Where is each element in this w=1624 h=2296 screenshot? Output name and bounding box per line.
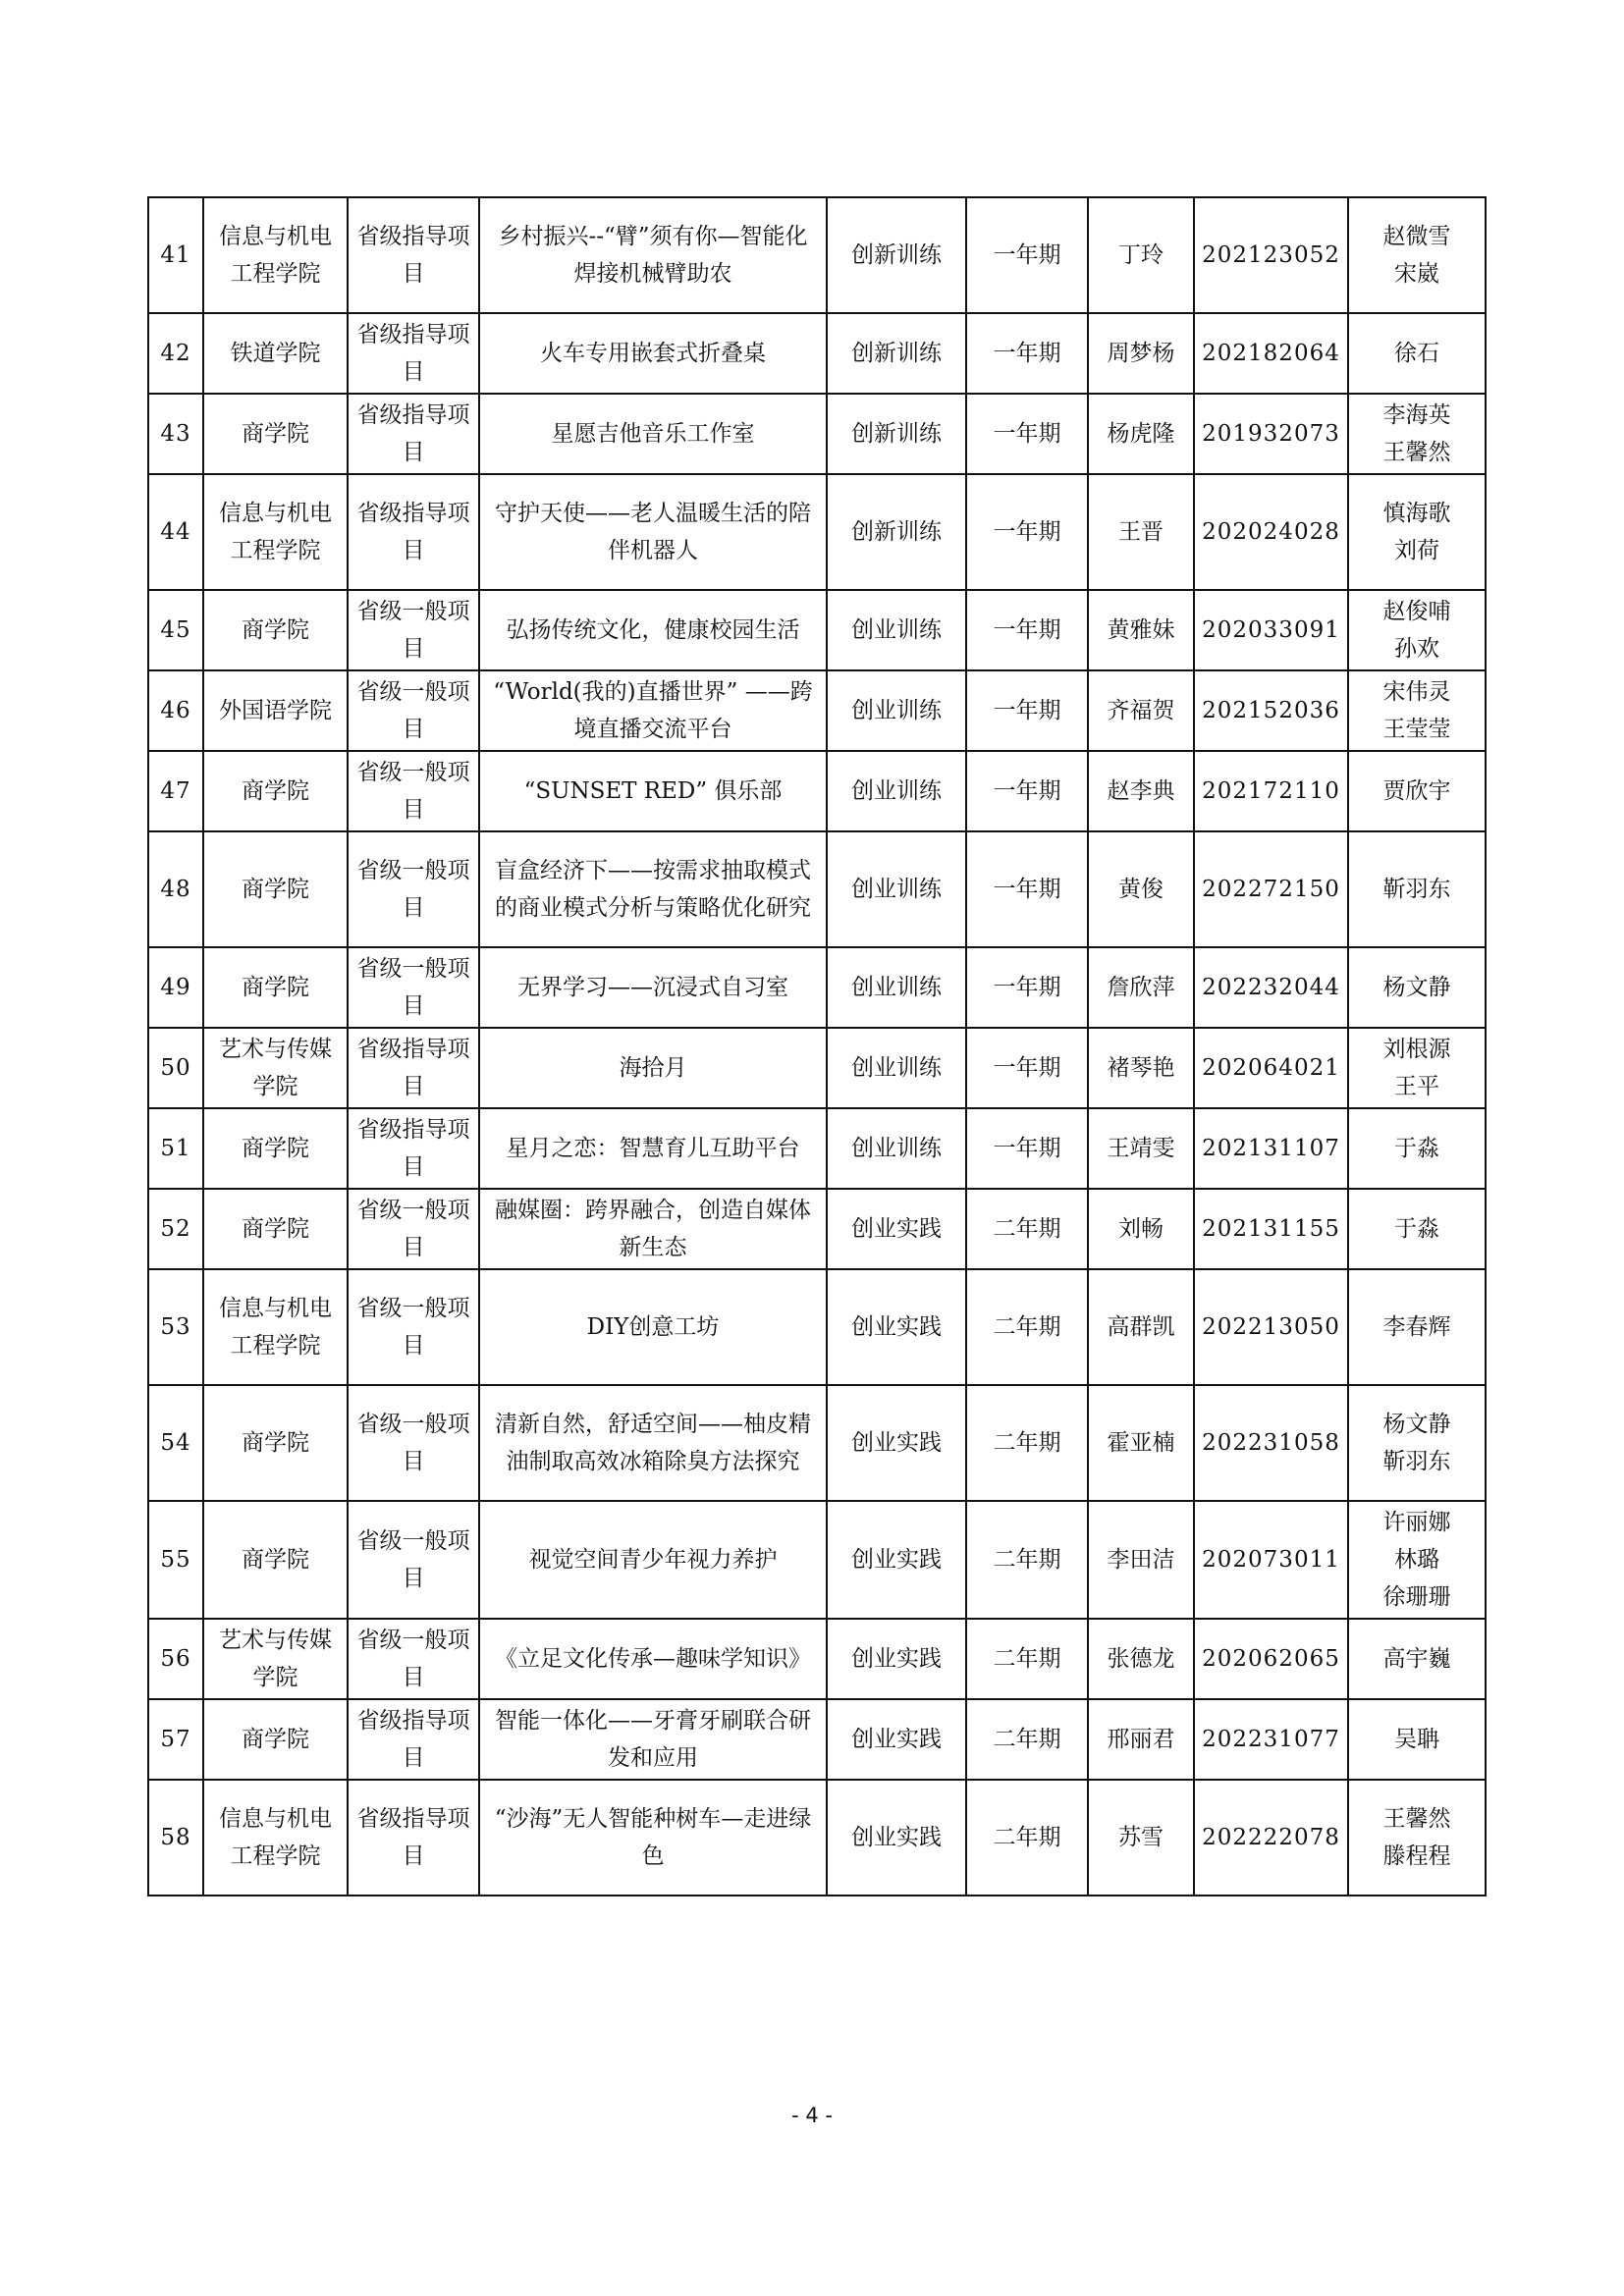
advisor-name: 靳羽东: [1382, 877, 1451, 902]
seq-cell: 57: [148, 1699, 203, 1780]
period-cell: 一年期: [966, 751, 1088, 831]
advisor-name: 宋伟灵: [1382, 679, 1451, 705]
project-type-cell: 创业实践: [827, 1619, 966, 1699]
table-row: [148, 1385, 1486, 1501]
advisor-name: 李海英: [1382, 402, 1451, 428]
leader-cell: 王晋: [1088, 474, 1194, 590]
level-cell: 省级指导项目: [348, 1028, 479, 1108]
advisor-name: 许丽娜: [1382, 1510, 1451, 1535]
table-row: [148, 947, 1486, 1028]
advisor-name: 赵俊哺: [1382, 599, 1451, 624]
advisor-name: 宋崴: [1394, 261, 1439, 287]
college-cell: 信息与机电工程学院: [203, 1780, 348, 1896]
student-id-cell: 202073011: [1194, 1501, 1348, 1619]
project-type-cell: 创业实践: [827, 1189, 966, 1269]
project-type-cell: 创业训练: [827, 751, 966, 831]
advisors-cell: [1348, 670, 1486, 751]
seq-cell: 42: [148, 313, 203, 394]
advisor-name: 林璐: [1394, 1547, 1439, 1573]
leader-cell: 霍亚楠: [1088, 1385, 1194, 1501]
table-row: [148, 590, 1486, 670]
advisors-cell: [1348, 947, 1486, 1028]
table-row: [148, 313, 1486, 394]
advisor-name: 于淼: [1394, 1216, 1439, 1242]
level-cell: 省级指导项目: [348, 1699, 479, 1780]
project-title-cell: 海拾月: [479, 1028, 827, 1108]
student-id-cell: 202131155: [1194, 1189, 1348, 1269]
level-cell: 省级指导项目: [348, 474, 479, 590]
advisor-name: 滕程程: [1382, 1843, 1451, 1869]
project-title-cell: 星愿吉他音乐工作室: [479, 394, 827, 474]
project-type-cell: 创新训练: [827, 197, 966, 313]
leader-cell: 黄雅妹: [1088, 590, 1194, 670]
advisors-cell: [1348, 1780, 1486, 1896]
advisor-name: 刘荷: [1394, 538, 1439, 563]
college-cell: 外国语学院: [203, 670, 348, 751]
advisors-cell: [1348, 1385, 1486, 1501]
college-cell: 商学院: [203, 394, 348, 474]
college-cell: 铁道学院: [203, 313, 348, 394]
period-cell: 二年期: [966, 1619, 1088, 1699]
student-id-cell: 202033091: [1194, 590, 1348, 670]
advisors-cell: [1348, 831, 1486, 947]
college-cell: 信息与机电工程学院: [203, 197, 348, 313]
table-row: [148, 1108, 1486, 1189]
table-row: [148, 831, 1486, 947]
period-cell: 二年期: [966, 1385, 1088, 1501]
project-type-cell: 创业训练: [827, 590, 966, 670]
table-row: [148, 1028, 1486, 1108]
level-cell: 省级一般项目: [348, 831, 479, 947]
advisor-name: 徐石: [1394, 341, 1439, 366]
period-cell: 一年期: [966, 1028, 1088, 1108]
period-cell: 一年期: [966, 394, 1088, 474]
seq-cell: 44: [148, 474, 203, 590]
project-type-cell: 创业训练: [827, 1028, 966, 1108]
student-id-cell: 202131107: [1194, 1108, 1348, 1189]
level-cell: 省级一般项目: [348, 1269, 479, 1385]
college-cell: 商学院: [203, 751, 348, 831]
college-cell: 商学院: [203, 1501, 348, 1619]
seq-cell: 47: [148, 751, 203, 831]
period-cell: 二年期: [966, 1269, 1088, 1385]
leader-cell: 周梦杨: [1088, 313, 1194, 394]
leader-cell: 张德龙: [1088, 1619, 1194, 1699]
table-row: [148, 1619, 1486, 1699]
level-cell: 省级指导项目: [348, 1780, 479, 1896]
leader-cell: 赵李典: [1088, 751, 1194, 831]
period-cell: 二年期: [966, 1699, 1088, 1780]
advisors-cell: [1348, 1699, 1486, 1780]
college-cell: 商学院: [203, 1385, 348, 1501]
student-id-cell: 202064021: [1194, 1028, 1348, 1108]
advisors-cell: [1348, 197, 1486, 313]
leader-cell: 苏雪: [1088, 1780, 1194, 1896]
student-id-cell: 202222078: [1194, 1780, 1348, 1896]
college-cell: 商学院: [203, 1699, 348, 1780]
advisor-name: 于淼: [1394, 1136, 1439, 1161]
leader-cell: 齐福贺: [1088, 670, 1194, 751]
advisor-name: 赵微雪: [1382, 224, 1451, 249]
level-cell: 省级一般项目: [348, 1189, 479, 1269]
advisor-name: 靳羽东: [1382, 1449, 1451, 1474]
level-cell: 省级一般项目: [348, 670, 479, 751]
college-cell: 信息与机电工程学院: [203, 1269, 348, 1385]
student-id-cell: 202272150: [1194, 831, 1348, 947]
project-title-cell: “SUNSET RED” 俱乐部: [479, 751, 827, 831]
leader-cell: 高群凯: [1088, 1269, 1194, 1385]
advisor-name: 刘根源: [1382, 1037, 1451, 1062]
level-cell: 省级指导项目: [348, 1108, 479, 1189]
table-row: [148, 394, 1486, 474]
table-row: [148, 1780, 1486, 1896]
student-id-cell: 202172110: [1194, 751, 1348, 831]
project-type-cell: 创业实践: [827, 1269, 966, 1385]
period-cell: 二年期: [966, 1189, 1088, 1269]
advisors-cell: [1348, 1619, 1486, 1699]
leader-cell: 刘畅: [1088, 1189, 1194, 1269]
project-title-cell: DIY创意工坊: [479, 1269, 827, 1385]
table-row: [148, 751, 1486, 831]
advisors-cell: [1348, 1269, 1486, 1385]
advisor-name: 贾欣宇: [1382, 778, 1451, 804]
level-cell: 省级指导项目: [348, 313, 479, 394]
college-cell: 商学院: [203, 1108, 348, 1189]
leader-cell: 杨虎隆: [1088, 394, 1194, 474]
period-cell: 一年期: [966, 670, 1088, 751]
seq-cell: 49: [148, 947, 203, 1028]
seq-cell: 55: [148, 1501, 203, 1619]
level-cell: 省级一般项目: [348, 1619, 479, 1699]
level-cell: 省级指导项目: [348, 197, 479, 313]
advisor-name: 王平: [1394, 1074, 1439, 1099]
advisors-cell: [1348, 590, 1486, 670]
leader-cell: 邢丽君: [1088, 1699, 1194, 1780]
level-cell: 省级一般项目: [348, 751, 479, 831]
project-title-cell: “沙海”无人智能种树车—走进绿色: [479, 1780, 827, 1896]
project-title-cell: 乡村振兴--“臂”须有你—智能化焊接机械臂助农: [479, 197, 827, 313]
period-cell: 一年期: [966, 474, 1088, 590]
seq-cell: 51: [148, 1108, 203, 1189]
level-cell: 省级一般项目: [348, 947, 479, 1028]
project-title-cell: 《立足文化传承—趣味学知识》: [479, 1619, 827, 1699]
student-id-cell: 202232044: [1194, 947, 1348, 1028]
student-id-cell: 202231077: [1194, 1699, 1348, 1780]
advisors-cell: [1348, 1108, 1486, 1189]
table-row: [148, 197, 1486, 313]
project-title-cell: 视觉空间青少年视力养护: [479, 1501, 827, 1619]
advisors-cell: [1348, 751, 1486, 831]
advisors-cell: [1348, 1028, 1486, 1108]
level-cell: 省级指导项目: [348, 394, 479, 474]
period-cell: 一年期: [966, 1108, 1088, 1189]
project-type-cell: 创业训练: [827, 670, 966, 751]
college-cell: 商学院: [203, 947, 348, 1028]
seq-cell: 53: [148, 1269, 203, 1385]
seq-cell: 46: [148, 670, 203, 751]
leader-cell: 丁玲: [1088, 197, 1194, 313]
project-type-cell: 创业实践: [827, 1780, 966, 1896]
seq-cell: 56: [148, 1619, 203, 1699]
student-id-cell: 202231058: [1194, 1385, 1348, 1501]
advisors-cell: [1348, 313, 1486, 394]
project-type-cell: 创新训练: [827, 394, 966, 474]
student-id-cell: 202152036: [1194, 670, 1348, 751]
project-table: [147, 196, 1487, 1896]
project-type-cell: 创新训练: [827, 313, 966, 394]
advisor-name: 李春辉: [1382, 1314, 1451, 1340]
student-id-cell: 202182064: [1194, 313, 1348, 394]
advisor-name: 杨文静: [1382, 1412, 1451, 1437]
advisor-name: 杨文静: [1382, 975, 1451, 1000]
seq-cell: 52: [148, 1189, 203, 1269]
period-cell: 一年期: [966, 947, 1088, 1028]
student-id-cell: 202213050: [1194, 1269, 1348, 1385]
table-row: [148, 1501, 1486, 1619]
leader-cell: 黄俊: [1088, 831, 1194, 947]
student-id-cell: 201932073: [1194, 394, 1348, 474]
leader-cell: 王靖雯: [1088, 1108, 1194, 1189]
table-row: [148, 1189, 1486, 1269]
leader-cell: 李田洁: [1088, 1501, 1194, 1619]
project-title-cell: 清新自然，舒适空间——柚皮精油制取高效冰箱除臭方法探究: [479, 1385, 827, 1501]
seq-cell: 54: [148, 1385, 203, 1501]
advisor-name: 王馨然: [1382, 440, 1451, 465]
seq-cell: 48: [148, 831, 203, 947]
period-cell: 一年期: [966, 831, 1088, 947]
project-title-cell: 融媒圈：跨界融合，创造自媒体新生态: [479, 1189, 827, 1269]
advisor-name: 徐珊珊: [1382, 1584, 1451, 1610]
project-type-cell: 创业实践: [827, 1385, 966, 1501]
college-cell: 信息与机电工程学院: [203, 474, 348, 590]
project-title-cell: 火车专用嵌套式折叠桌: [479, 313, 827, 394]
project-title-cell: 星月之恋：智慧育儿互助平台: [479, 1108, 827, 1189]
student-id-cell: 202123052: [1194, 197, 1348, 313]
period-cell: 二年期: [966, 1780, 1088, 1896]
project-type-cell: 创业训练: [827, 1108, 966, 1189]
level-cell: 省级一般项目: [348, 1385, 479, 1501]
table-row: [148, 1269, 1486, 1385]
seq-cell: 43: [148, 394, 203, 474]
leader-cell: 詹欣萍: [1088, 947, 1194, 1028]
table-row: [148, 670, 1486, 751]
project-title-cell: “World(我的)直播世界” ——跨境直播交流平台: [479, 670, 827, 751]
project-type-cell: 创业实践: [827, 1501, 966, 1619]
project-type-cell: 创业训练: [827, 831, 966, 947]
project-type-cell: 创新训练: [827, 474, 966, 590]
advisor-name: 慎海歌: [1382, 501, 1451, 526]
level-cell: 省级一般项目: [348, 590, 479, 670]
advisors-cell: [1348, 474, 1486, 590]
college-cell: 艺术与传媒学院: [203, 1028, 348, 1108]
seq-cell: 58: [148, 1780, 203, 1896]
period-cell: 一年期: [966, 590, 1088, 670]
seq-cell: 50: [148, 1028, 203, 1108]
advisors-cell: [1348, 1501, 1486, 1619]
college-cell: 商学院: [203, 1189, 348, 1269]
college-cell: 商学院: [203, 590, 348, 670]
advisor-name: 吴聃: [1394, 1727, 1439, 1752]
project-title-cell: 盲盒经济下——按需求抽取模式的商业模式分析与策略优化研究: [479, 831, 827, 947]
project-type-cell: 创业训练: [827, 947, 966, 1028]
period-cell: 一年期: [966, 197, 1088, 313]
page-number: - 4 -: [791, 2104, 833, 2127]
student-id-cell: 202062065: [1194, 1619, 1348, 1699]
college-cell: 商学院: [203, 831, 348, 947]
period-cell: 二年期: [966, 1501, 1088, 1619]
project-title-cell: 无界学习——沉浸式自习室: [479, 947, 827, 1028]
college-cell: 艺术与传媒学院: [203, 1619, 348, 1699]
table-row: [148, 1699, 1486, 1780]
advisor-name: 王馨然: [1382, 1806, 1451, 1832]
advisors-cell: [1348, 394, 1486, 474]
project-type-cell: 创业实践: [827, 1699, 966, 1780]
advisors-cell: [1348, 1189, 1486, 1269]
advisor-name: 高宇巍: [1382, 1646, 1451, 1672]
seq-cell: 45: [148, 590, 203, 670]
table-body: [148, 197, 1486, 1896]
project-title-cell: 智能一体化——牙膏牙刷联合研发和应用: [479, 1699, 827, 1780]
project-title-cell: 弘扬传统文化，健康校园生活: [479, 590, 827, 670]
advisor-name: 王莹莹: [1382, 717, 1451, 742]
advisor-name: 孙欢: [1394, 636, 1439, 662]
project-title-cell: 守护天使——老人温暖生活的陪伴机器人: [479, 474, 827, 590]
student-id-cell: 202024028: [1194, 474, 1348, 590]
table-row: [148, 474, 1486, 590]
leader-cell: 褚琴艳: [1088, 1028, 1194, 1108]
level-cell: 省级一般项目: [348, 1501, 479, 1619]
seq-cell: 41: [148, 197, 203, 313]
period-cell: 一年期: [966, 313, 1088, 394]
